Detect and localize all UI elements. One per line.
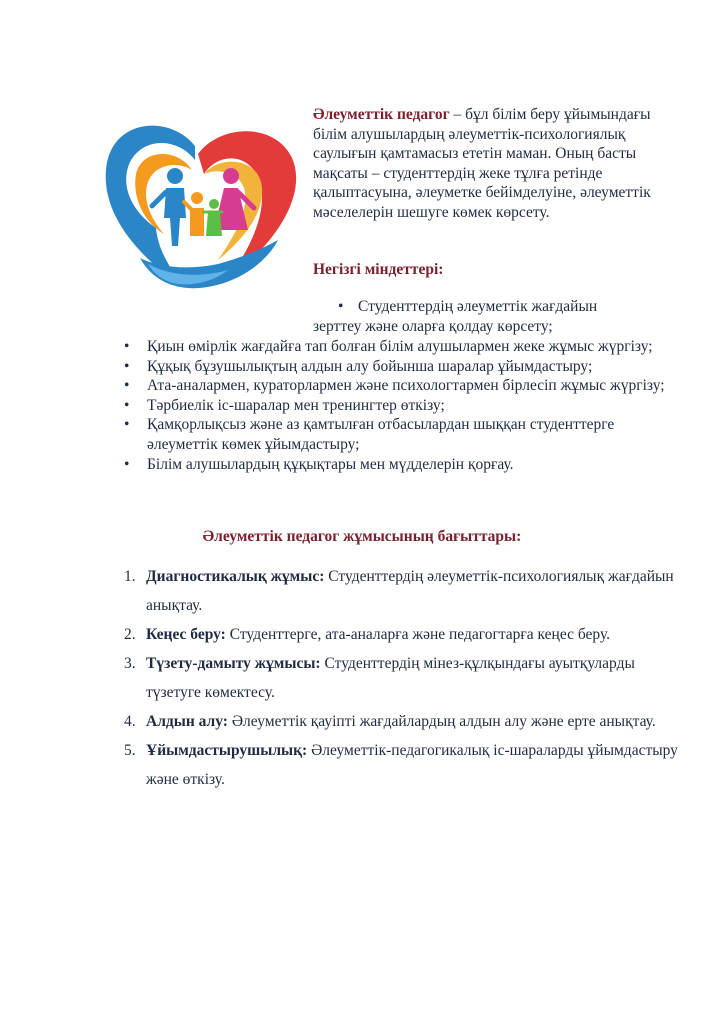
family-heart-logo bbox=[100, 118, 306, 298]
list-item-text: Білім алушылардың құқықтары мен мүдделерін қорғау. bbox=[147, 455, 514, 473]
direction-text: Әлеуметтік-педагогикалық іс-шараларды ұйымдастыру және өткізу. bbox=[146, 742, 678, 788]
tasks-list bbox=[124, 337, 684, 474]
list-number: 5. bbox=[124, 742, 136, 759]
bullet-icon: • bbox=[124, 455, 130, 473]
bullet-icon: • bbox=[124, 416, 130, 434]
direction-label: Ұйымдастырушылық: bbox=[146, 742, 308, 759]
bullet-icon: • bbox=[124, 357, 130, 375]
first-task-line2: зерттеу және оларға қолдау көрсету; bbox=[313, 317, 553, 335]
intro-term: Әлеуметтік педагог bbox=[313, 106, 450, 123]
list-item bbox=[124, 357, 684, 377]
first-task bbox=[313, 297, 663, 336]
direction-label: Алдын алу: bbox=[146, 713, 228, 730]
intro-text: – бұл білім беру ұйымындағы білім алушылардың әлеуметтік-психологиялық саулығын қамтамасыз ететін маман. Оның басты мақсаты – студенттердің жеке тұлға ретінде қалыптасуына, әлеуметке бейімделуіне, әлеуметтік мәселелерін шешуге көмек көрсету. bbox=[313, 106, 651, 221]
list-item-text: Қамқорлықсыз және аз қамтылған отбасылардан шыққан студенттерге әлеуметтік көмек ұйымдастыру; bbox=[147, 416, 615, 453]
bullet-icon: • bbox=[124, 338, 130, 355]
list-item bbox=[124, 376, 684, 396]
list-number: 3. bbox=[124, 655, 136, 672]
list-item bbox=[124, 736, 684, 794]
list-item bbox=[124, 649, 684, 707]
tasks-heading: Негізгі міндеттері: bbox=[313, 261, 444, 278]
list-item bbox=[124, 337, 684, 357]
list-number: 1. bbox=[124, 568, 136, 585]
direction-text: Студенттердің әлеуметтік-психологиялық жағдайын анықтау. bbox=[146, 568, 674, 614]
list-item bbox=[124, 455, 684, 475]
direction-text: Әлеуметтік қауіпті жағдайлардың алдын алу және ерте анықтау. bbox=[227, 713, 656, 730]
bullet-icon: • bbox=[338, 298, 344, 315]
list-item-text: Құқық бұзушылықтың алдын алу бойынша шаралар ұйымдастыру; bbox=[147, 357, 593, 375]
directions-heading: Әлеуметтік педагог жұмысының бағыттары: bbox=[202, 528, 522, 545]
list-item-text: Қиын өмірлік жағдайға тап болған білім алушылармен жеке жұмыс жүргізу; bbox=[147, 338, 653, 355]
list-number: 4. bbox=[124, 713, 136, 730]
direction-text: Студенттердің мінез-құлқындағы ауытқуларды түзетуге көмектесу. bbox=[146, 655, 635, 701]
intro-paragraph bbox=[313, 105, 663, 223]
list-item-text: Тәрбиелік іс-шаралар мен тренингтер өткізу; bbox=[147, 396, 445, 414]
list-item-text: Ата-аналармен, кураторлармен және психологтармен бірлесіп жұмыс жүргізу; bbox=[147, 377, 665, 395]
direction-text: Студенттерге, ата-аналарға және педагогтарға кеңес беру. bbox=[225, 626, 611, 643]
list-number: 2. bbox=[124, 626, 136, 643]
first-task-line1: Студенттердің әлеуметтік жағдайын bbox=[358, 298, 598, 315]
direction-label: Кеңес беру: bbox=[146, 626, 226, 643]
list-item bbox=[124, 415, 684, 454]
bullet-icon: • bbox=[124, 377, 130, 395]
list-item bbox=[124, 707, 684, 736]
directions-list bbox=[124, 562, 684, 794]
list-item bbox=[124, 620, 684, 649]
bullet-icon: • bbox=[124, 396, 130, 414]
list-item bbox=[124, 562, 684, 620]
list-item bbox=[124, 396, 684, 416]
direction-label: Түзету-дамыту жұмысы: bbox=[146, 655, 321, 672]
direction-label: Диагностикалық жұмыс: bbox=[146, 568, 325, 585]
